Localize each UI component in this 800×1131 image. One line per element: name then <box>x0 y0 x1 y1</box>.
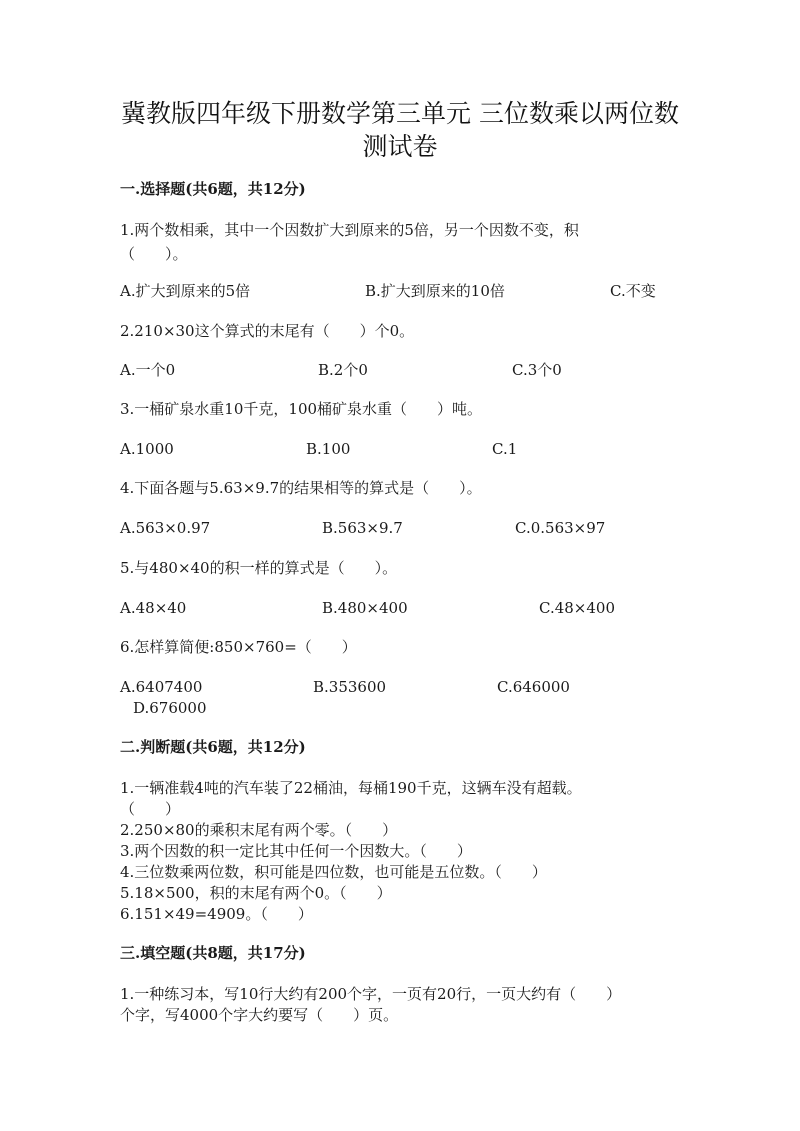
s1-q4-option-c: C.0.563×97 <box>515 519 606 537</box>
s2-q3: 3.两个因数的积一定比其中任何一个因数大。（ ） <box>120 842 472 860</box>
s1-q2-text: 2.210×30这个算式的末尾有（ ）个0。 <box>120 322 415 340</box>
s2-q5: 5.18×500，积的末尾有两个0。（ ） <box>120 884 392 902</box>
s1-q3-option-b: B.100 <box>306 440 351 458</box>
s1-q6-option-c: C.646000 <box>497 678 570 696</box>
s1-q1-option-b: B.扩大到原来的10倍 <box>365 282 505 300</box>
s1-q1-option-a: A.扩大到原来的5倍 <box>120 282 251 300</box>
s1-q3-option-c: C.1 <box>492 440 518 458</box>
s2-q2: 2.250×80的乘积末尾有两个零。（ ） <box>120 821 398 839</box>
s3-q1-line1: 1.一种练习本，写10行大约有200个字，一页有20行，一页大约有（ ） <box>120 985 622 1003</box>
s1-q4-text: 4.下面各题与5.63×9.7的结果相等的算式是（ ）。 <box>120 479 482 497</box>
s3-q1-line2: 个字，写4000个字大约要写（ ）页。 <box>120 1006 399 1024</box>
s1-q5-option-c: C.48×400 <box>539 599 615 617</box>
section3-heading: 三.填空题(共8题，共17分) <box>120 944 306 962</box>
s1-q5-option-a: A.48×40 <box>120 599 187 617</box>
s2-q4: 4.三位数乘两位数，积可能是四位数，也可能是五位数。（ ） <box>120 863 547 881</box>
s1-q5-option-b: B.480×400 <box>322 599 408 617</box>
s1-q4-option-a: A.563×0.97 <box>120 519 211 537</box>
s1-q2-option-a: A.一个0 <box>120 361 176 379</box>
s1-q2-option-b: B.2个0 <box>318 361 368 379</box>
s1-q6-option-d: D.676000 <box>133 699 207 717</box>
page-title-line1: 冀教版四年级下册数学第三单元 三位数乘以两位数 <box>121 99 679 128</box>
s1-q3-text: 3.一桶矿泉水重10千克，100桶矿泉水重（ ）吨。 <box>120 400 483 418</box>
section2-heading: 二.判断题(共6题，共12分) <box>120 738 306 756</box>
s1-q1-line1: 1.两个数相乘，其中一个因数扩大到原来的5倍，另一个因数不变，积 <box>120 221 579 239</box>
s1-q1-option-c: C.不变 <box>610 282 656 300</box>
s2-q1-line2: （ ） <box>120 800 181 818</box>
page-title-line2: 测试卷 <box>362 132 438 161</box>
section1-heading: 一.选择题(共6题，共12分) <box>120 180 306 198</box>
s1-q5-text: 5.与480×40的积一样的算式是（ ）。 <box>120 559 398 577</box>
s1-q6-option-b: B.353600 <box>313 678 387 696</box>
s1-q1-line2: （ ）。 <box>120 245 188 263</box>
s1-q2-option-c: C.3个0 <box>512 361 562 379</box>
s1-q3-option-a: A.1000 <box>120 440 174 458</box>
s1-q6-text: 6.怎样算简便:850×760=（ ） <box>120 638 357 656</box>
s2-q6: 6.151×49=4909。（ ） <box>120 905 313 923</box>
s2-q1-line1: 1.一辆准载4吨的汽车装了22桶油，每桶190千克，这辆车没有超载。 <box>120 779 582 797</box>
s1-q6-option-a: A.6407400 <box>120 678 203 696</box>
s1-q4-option-b: B.563×9.7 <box>322 519 403 537</box>
